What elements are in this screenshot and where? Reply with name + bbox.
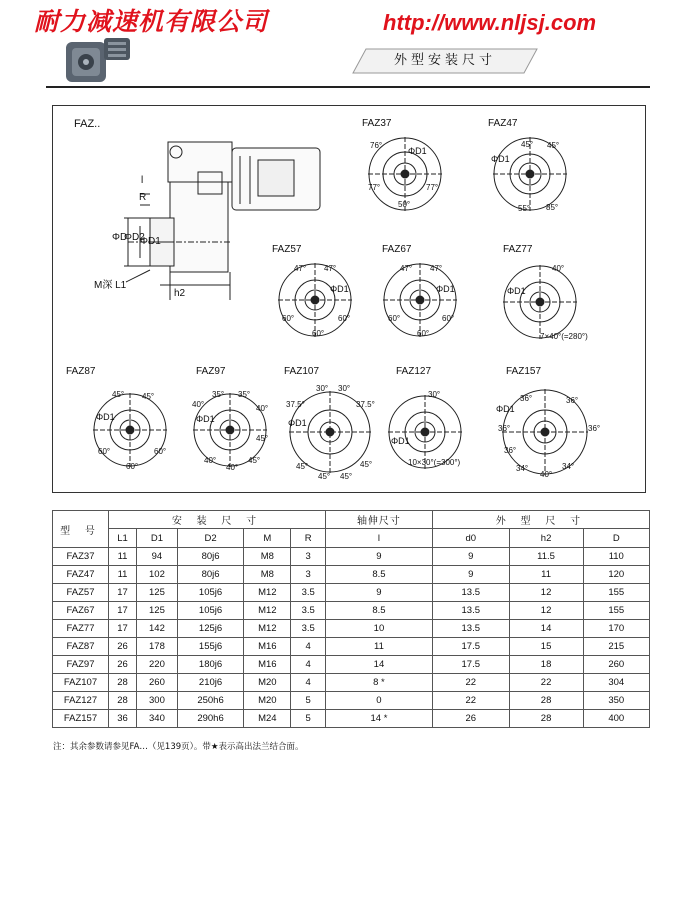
value-cell: M16 xyxy=(244,656,291,674)
value-cell: 15 xyxy=(509,638,583,656)
model-cell: FAZ37 xyxy=(53,548,109,566)
column-header: h2 xyxy=(509,529,583,548)
value-cell: 102 xyxy=(137,566,178,584)
value-cell: 80j6 xyxy=(177,548,243,566)
value-cell: 9 xyxy=(432,566,509,584)
column-header: l xyxy=(325,529,432,548)
value-cell: 250h6 xyxy=(177,692,243,710)
value-cell: 13.5 xyxy=(432,620,509,638)
value-cell: 125 xyxy=(137,584,178,602)
value-cell: 3 xyxy=(291,566,326,584)
value-cell: 110 xyxy=(583,548,649,566)
value-cell: 14 xyxy=(325,656,432,674)
value-cell: 304 xyxy=(583,674,649,692)
dim-d2-label: ΦD2 xyxy=(124,232,145,243)
table-row xyxy=(53,692,650,710)
value-cell: 80j6 xyxy=(177,566,243,584)
dim-r-label: R xyxy=(139,192,147,203)
value-cell: 105j6 xyxy=(177,584,243,602)
value-cell: 22 xyxy=(432,692,509,710)
table-column-row xyxy=(53,529,650,548)
value-cell: 26 xyxy=(109,638,137,656)
value-cell: 178 xyxy=(137,638,178,656)
value-cell: 0 xyxy=(325,692,432,710)
group-header-outline: 外 型 尺 寸 xyxy=(432,511,649,529)
value-cell: 22 xyxy=(432,674,509,692)
value-cell: 26 xyxy=(432,710,509,728)
table-row xyxy=(53,584,650,602)
dim-d-label: ΦD xyxy=(112,232,128,243)
dim-d1-label: ΦD1 xyxy=(140,236,161,247)
dim-m-label: M深 L1 xyxy=(94,280,127,291)
value-cell: 9 xyxy=(432,548,509,566)
table-row xyxy=(53,656,650,674)
value-cell: 13.5 xyxy=(432,602,509,620)
model-header: 型 号 xyxy=(53,511,109,548)
column-header: M xyxy=(244,529,291,548)
value-cell: 210j6 xyxy=(177,674,243,692)
value-cell: M8 xyxy=(244,566,291,584)
company-name: 耐力减速机有限公司 xyxy=(34,7,269,36)
value-cell: 22 xyxy=(509,674,583,692)
model-cell: FAZ97 xyxy=(53,656,109,674)
value-cell: 28 xyxy=(109,674,137,692)
flange-view-faz67 xyxy=(383,263,457,337)
value-cell: 350 xyxy=(583,692,649,710)
value-cell: 17.5 xyxy=(432,656,509,674)
value-cell: 220 xyxy=(137,656,178,674)
value-cell: 215 xyxy=(583,638,649,656)
value-cell: 125j6 xyxy=(177,620,243,638)
value-cell: 8.5 xyxy=(325,602,432,620)
value-cell: 28 xyxy=(109,692,137,710)
value-cell: 125 xyxy=(137,602,178,620)
value-cell: 155 xyxy=(583,584,649,602)
value-cell: 290h6 xyxy=(177,710,243,728)
value-cell: 400 xyxy=(583,710,649,728)
value-cell: 4 xyxy=(291,656,326,674)
model-cell: FAZ157 xyxy=(53,710,109,728)
column-header: D2 xyxy=(177,529,243,548)
column-header: D1 xyxy=(137,529,178,548)
value-cell: M12 xyxy=(244,584,291,602)
value-cell: 26 xyxy=(109,656,137,674)
value-cell: 18 xyxy=(509,656,583,674)
value-cell: M24 xyxy=(244,710,291,728)
model-cell: FAZ77 xyxy=(53,620,109,638)
value-cell: M20 xyxy=(244,692,291,710)
column-header: L1 xyxy=(109,529,137,548)
column-header: d0 xyxy=(432,529,509,548)
value-cell: M20 xyxy=(244,674,291,692)
value-cell: M12 xyxy=(244,602,291,620)
value-cell: 142 xyxy=(137,620,178,638)
value-cell: 155 xyxy=(583,602,649,620)
value-cell: 8.5 xyxy=(325,566,432,584)
dim-l-label: l xyxy=(141,175,144,186)
value-cell: M8 xyxy=(244,548,291,566)
value-cell: 3.5 xyxy=(291,620,326,638)
gearmotor-side-view xyxy=(124,142,320,300)
main-drawing-label: FAZ.. xyxy=(74,118,101,130)
flange-view-faz77 xyxy=(503,265,577,339)
value-cell: 12 xyxy=(509,602,583,620)
value-cell: 36 xyxy=(109,710,137,728)
model-cell: FAZ87 xyxy=(53,638,109,656)
table-row xyxy=(53,710,650,728)
value-cell: 170 xyxy=(583,620,649,638)
value-cell: 28 xyxy=(509,692,583,710)
value-cell: 17 xyxy=(109,602,137,620)
model-cell: FAZ127 xyxy=(53,692,109,710)
value-cell: M16 xyxy=(244,638,291,656)
value-cell: 105j6 xyxy=(177,602,243,620)
value-cell: 11 xyxy=(109,548,137,566)
value-cell: 8 * xyxy=(325,674,432,692)
value-cell: 120 xyxy=(583,566,649,584)
table-row xyxy=(53,674,650,692)
value-cell: 155j6 xyxy=(177,638,243,656)
value-cell: 4 xyxy=(291,638,326,656)
value-cell: 94 xyxy=(137,548,178,566)
company-url[interactable]: http://www.nljsj.com xyxy=(383,10,597,35)
table-row xyxy=(53,566,650,584)
value-cell: 17.5 xyxy=(432,638,509,656)
value-cell: 260 xyxy=(137,674,178,692)
value-cell: 300 xyxy=(137,692,178,710)
value-cell: 11.5 xyxy=(509,548,583,566)
model-cell: FAZ47 xyxy=(53,566,109,584)
value-cell: 9 xyxy=(325,584,432,602)
value-cell: 5 xyxy=(291,692,326,710)
value-cell: 10 xyxy=(325,620,432,638)
value-cell: 3.5 xyxy=(291,584,326,602)
value-cell: 9 xyxy=(325,548,432,566)
group-header-shaft: 轴伸尺寸 xyxy=(325,511,432,529)
value-cell: 11 xyxy=(109,566,137,584)
model-cell: FAZ67 xyxy=(53,602,109,620)
column-header: R xyxy=(291,529,326,548)
value-cell: 3.5 xyxy=(291,602,326,620)
model-cell: FAZ57 xyxy=(53,584,109,602)
table-row xyxy=(53,602,650,620)
model-cell: FAZ107 xyxy=(53,674,109,692)
value-cell: 13.5 xyxy=(432,584,509,602)
table-row xyxy=(53,638,650,656)
value-cell: 14 * xyxy=(325,710,432,728)
group-header-install: 安 装 尺 寸 xyxy=(109,511,326,529)
section-title: 外型安装尺寸 xyxy=(393,53,496,68)
value-cell: 11 xyxy=(325,638,432,656)
value-cell: 4 xyxy=(291,674,326,692)
value-cell: 17 xyxy=(109,620,137,638)
value-cell: 5 xyxy=(291,710,326,728)
dimension-table xyxy=(52,510,650,728)
value-cell: M12 xyxy=(244,620,291,638)
table-header-row xyxy=(53,511,650,529)
value-cell: 3 xyxy=(291,548,326,566)
table-row xyxy=(53,548,650,566)
flange-view-faz57 xyxy=(278,263,352,337)
column-header: D xyxy=(583,529,649,548)
value-cell: 260 xyxy=(583,656,649,674)
table-row xyxy=(53,620,650,638)
value-cell: 11 xyxy=(509,566,583,584)
footnote: 注：其余参数请参见FA…（见139页）。带★表示高出法兰结合面。 xyxy=(53,742,304,752)
value-cell: 180j6 xyxy=(177,656,243,674)
value-cell: 17 xyxy=(109,584,137,602)
value-cell: 28 xyxy=(509,710,583,728)
value-cell: 14 xyxy=(509,620,583,638)
dim-h2-label: h2 xyxy=(174,288,186,299)
value-cell: 340 xyxy=(137,710,178,728)
value-cell: 12 xyxy=(509,584,583,602)
